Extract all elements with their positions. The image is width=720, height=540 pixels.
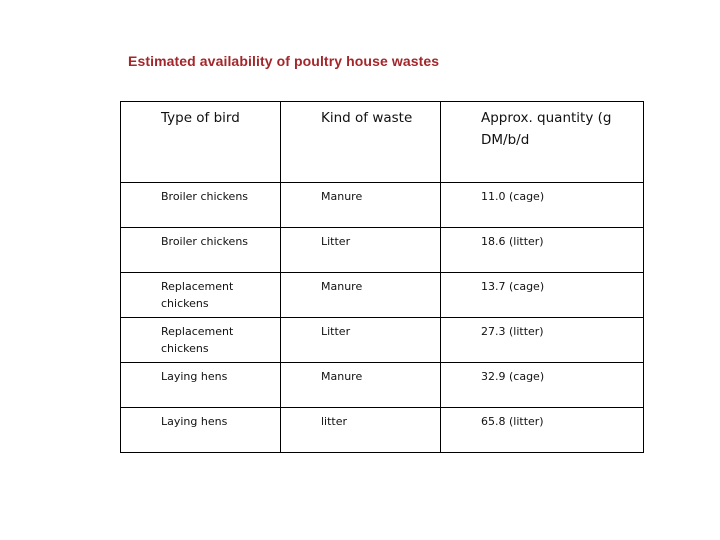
table-row	[121, 228, 644, 273]
cell-quantity: 13.7 (cage)	[441, 273, 644, 318]
header-type-of-bird: Type of bird	[121, 102, 281, 183]
cell-waste-kind: Manure	[281, 273, 441, 318]
cell-waste-kind: Manure	[281, 183, 441, 228]
table-row	[121, 363, 644, 408]
cell-quantity: 11.0 (cage)	[441, 183, 644, 228]
cell-waste-kind: Litter	[281, 318, 441, 363]
cell-bird-type: Broiler chickens	[121, 183, 281, 228]
cell-waste-kind: litter	[281, 408, 441, 453]
table-row	[121, 318, 644, 363]
cell-bird-type: Laying hens	[121, 363, 281, 408]
cell-quantity: 32.9 (cage)	[441, 363, 644, 408]
header-approx-quantity: Approx. quantity (g DM/b/d	[441, 102, 644, 183]
cell-quantity: 18.6 (litter)	[441, 228, 644, 273]
cell-bird-type: Laying hens	[121, 408, 281, 453]
table-row	[121, 273, 644, 318]
table-row	[121, 408, 644, 453]
poultry-waste-table	[120, 101, 644, 453]
cell-waste-kind: Manure	[281, 363, 441, 408]
cell-bird-type: Broiler chickens	[121, 228, 281, 273]
cell-bird-type: Replacement chickens	[121, 273, 281, 318]
cell-bird-type: Replacement chickens	[121, 318, 281, 363]
cell-quantity: 27.3 (litter)	[441, 318, 644, 363]
table-header-row	[121, 102, 644, 183]
page-title: Estimated availability of poultry house wastes	[128, 53, 440, 69]
header-kind-of-waste: Kind of waste	[281, 102, 441, 183]
table-row	[121, 183, 644, 228]
cell-quantity: 65.8 (litter)	[441, 408, 644, 453]
cell-waste-kind: Litter	[281, 228, 441, 273]
